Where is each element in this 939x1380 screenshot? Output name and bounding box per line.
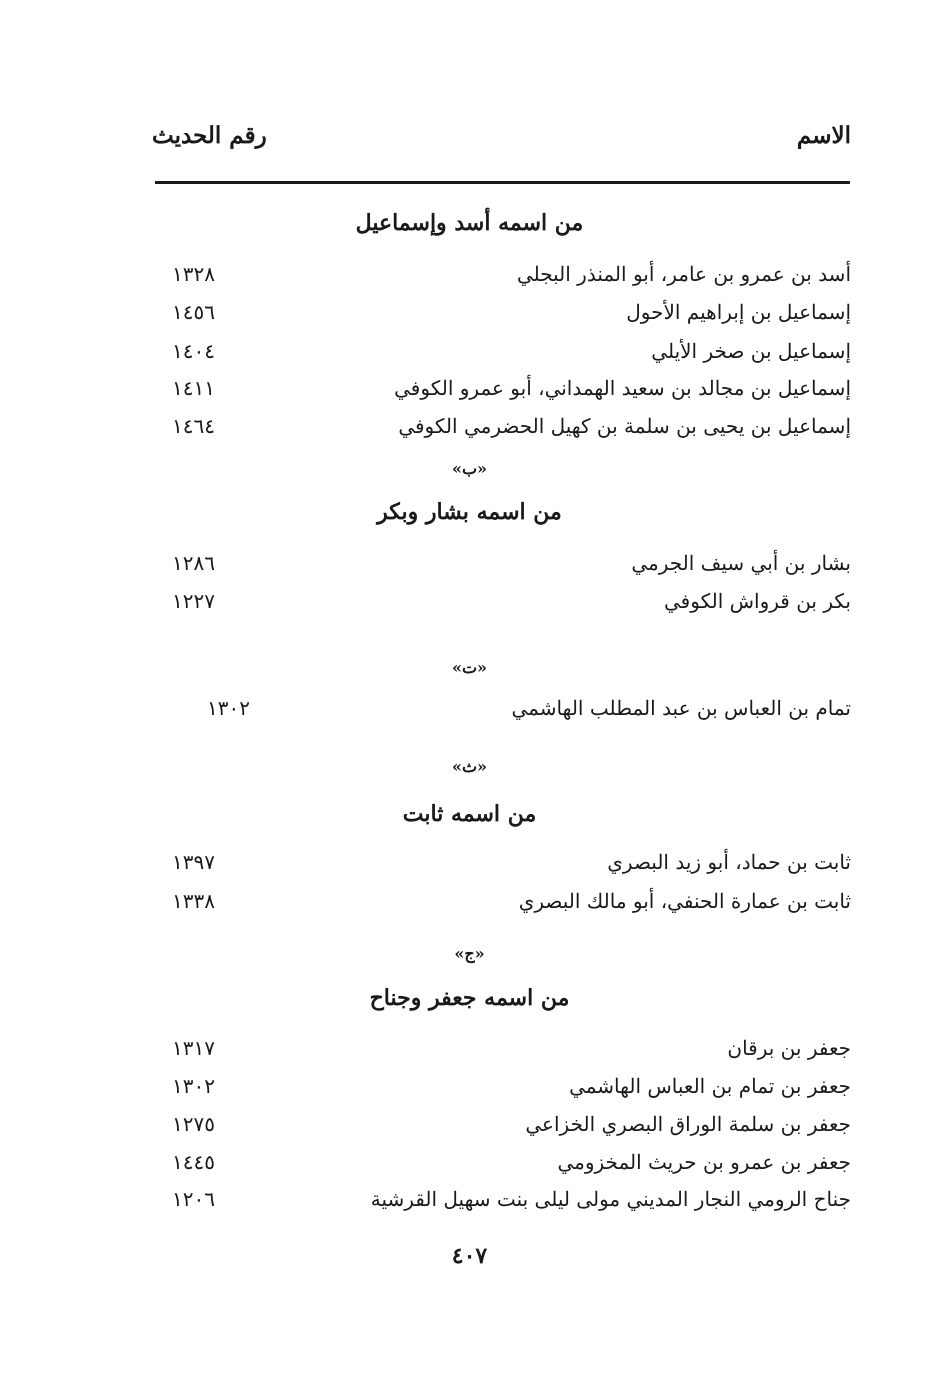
column-header-hadith-number: رقم الحديث bbox=[152, 122, 267, 149]
entry-name: إسماعيل بن يحيى بن سلمة بن كهيل الحضرمي الكوفي bbox=[398, 414, 851, 438]
section-title-tha: من اسمه ثابت bbox=[402, 801, 537, 827]
entry-number: ١٤٦٤ bbox=[172, 414, 215, 438]
page-number: ٤٠٧ bbox=[451, 1243, 488, 1269]
section-title-jim: من اسمه جعفر وجناح bbox=[369, 985, 570, 1011]
entry-number: ١٢٢٧ bbox=[172, 589, 215, 613]
letter-heading-ta: «ت» bbox=[451, 658, 488, 677]
entry-name: ثابت بن حماد، أبو زيد البصري bbox=[607, 850, 851, 874]
entry-number: ١٢٠٦ bbox=[172, 1187, 215, 1211]
entry-number: ١٣٣٨ bbox=[172, 889, 215, 913]
entry-number: ١٣٠٢ bbox=[207, 696, 250, 720]
entry-name: تمام بن العباس بن عبد المطلب الهاشمي bbox=[511, 696, 851, 720]
section-title-ba: من اسمه بشار وبكر bbox=[377, 499, 562, 525]
entry-number: ١٤٤٥ bbox=[172, 1150, 215, 1174]
entry-number: ١٣١٧ bbox=[172, 1036, 215, 1060]
entry-name: إسماعيل بن إبراهيم الأحول bbox=[626, 300, 851, 324]
entry-name: إسماعيل بن مجالد بن سعيد الهمداني، أبو عمرو الكوفي bbox=[394, 376, 851, 400]
entry-name: جعفر بن برقان bbox=[727, 1036, 851, 1060]
entry-name: أسد بن عمرو بن عامر، أبو المنذر البجلي bbox=[516, 262, 851, 286]
entry-name: جناح الرومي النجار المديني مولى ليلى بنت سهيل القرشية bbox=[370, 1187, 851, 1211]
entry-number: ١٤١١ bbox=[172, 376, 215, 400]
entry-number: ١٢٧٥ bbox=[172, 1112, 215, 1136]
entry-name: جعفر بن عمرو بن حريث المخزومي bbox=[557, 1150, 851, 1174]
entry-number: ١٣٢٨ bbox=[172, 262, 215, 286]
entry-name: بشار بن أبي سيف الجرمي bbox=[631, 551, 851, 575]
header-rule bbox=[155, 181, 850, 184]
letter-heading-jim: «ج» bbox=[454, 944, 485, 963]
entry-name: إسماعيل بن صخر الأيلي bbox=[651, 339, 851, 363]
column-header-name: الاسم bbox=[796, 122, 851, 149]
entry-name: جعفر بن تمام بن العباس الهاشمي bbox=[569, 1074, 851, 1098]
entry-name: جعفر بن سلمة الوراق البصري الخزاعي bbox=[525, 1112, 851, 1136]
entry-number: ١٤٠٤ bbox=[172, 339, 215, 363]
section-title-asad: من اسمه أسد وإسماعيل bbox=[355, 210, 584, 236]
entry-number: ١٣٩٧ bbox=[172, 850, 215, 874]
letter-heading-tha: «ث» bbox=[451, 757, 488, 776]
entry-name: ثابت بن عمارة الحنفي، أبو مالك البصري bbox=[518, 889, 851, 913]
letter-heading-ba: «ب» bbox=[451, 459, 488, 478]
entry-name: بكر بن قرواش الكوفي bbox=[664, 589, 851, 613]
entry-number: ١٢٨٦ bbox=[172, 551, 215, 575]
entry-number: ١٣٠٢ bbox=[172, 1074, 215, 1098]
entry-number: ١٤٥٦ bbox=[172, 300, 215, 324]
